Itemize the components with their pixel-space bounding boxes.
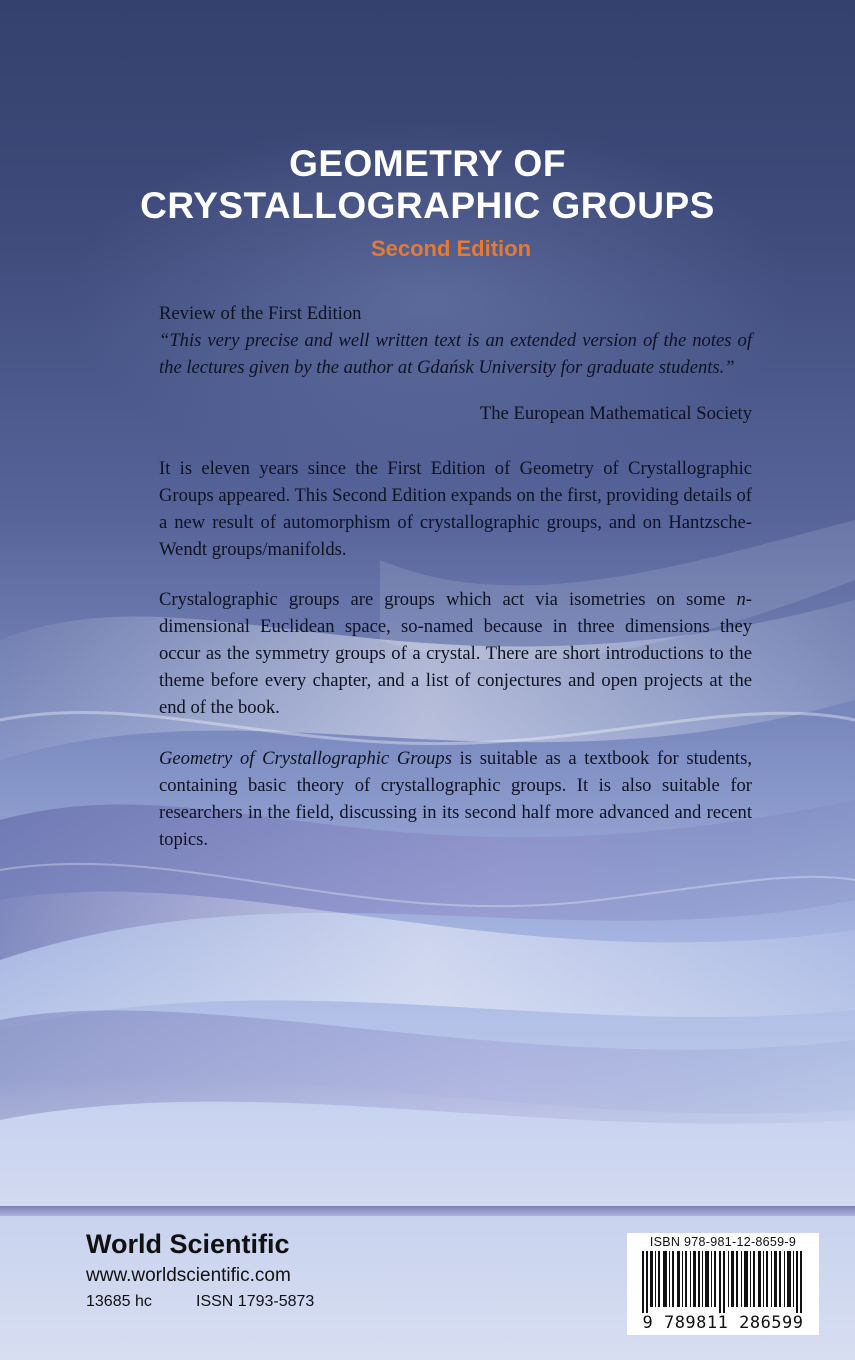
barcode-icon [636,1251,810,1313]
publisher-name: World Scientific [86,1229,290,1259]
paragraph-3-book-title: Geometry of Crystallographic Groups [159,748,452,769]
description-paragraph-3 [159,745,752,853]
issn-number: ISSN 1793-5873 [196,1293,315,1310]
publisher-website: www.worldscientific.com [86,1265,291,1286]
isbn-label: ISBN 978-981-12-8659-9 [649,1235,797,1249]
review-attribution: The European Mathematical Society [479,403,752,424]
paragraph-2-rest: -dimensional Euclidean space, so-named because in three dimensions they occur as the symmetry groups of a crystal. There are short introductions to the theme before every chapter, and a list of conjectures and open projects at the end of the book. [159,589,752,718]
review-quote: “This very precise and well written text is an extended version of the notes of the lectures given by the author at Gdańsk University for graduate students.” [159,330,752,378]
paragraph-3-rest: is suitable as a textbook for students, containing basic theory of crystallographic groups. It is also suitable for researchers in the field, discussing in its second half more advanced and recent topics. [159,748,752,850]
book-title-line-1: GEOMETRY OF [289,143,566,184]
edition-label: Second Edition [370,236,532,261]
catalog-number: 13685 hc [86,1293,152,1310]
description-paragraph-1: It is eleven years since the First Edition of Geometry of Crystallographic Groups appeared. This Second Edition expands on the first, providing details of a new result of automorphism of crystallographic groups, and on Hantzsche-Wendt groups/manifolds. [159,458,752,560]
barcode-digits: 9 789811 286599 [642,1313,804,1333]
book-title-line-2: CRYSTALLOGRAPHIC GROUPS [140,185,715,226]
review-heading: Review of the First Edition [159,303,362,324]
description-paragraph-2 [159,586,752,721]
paragraph-2-start: Crystalographic groups are groups which act via isometries on some [159,589,737,610]
paragraph-2-italic-n: n [736,589,746,610]
isbn-barcode [627,1233,819,1335]
footer-divider [0,1206,855,1216]
